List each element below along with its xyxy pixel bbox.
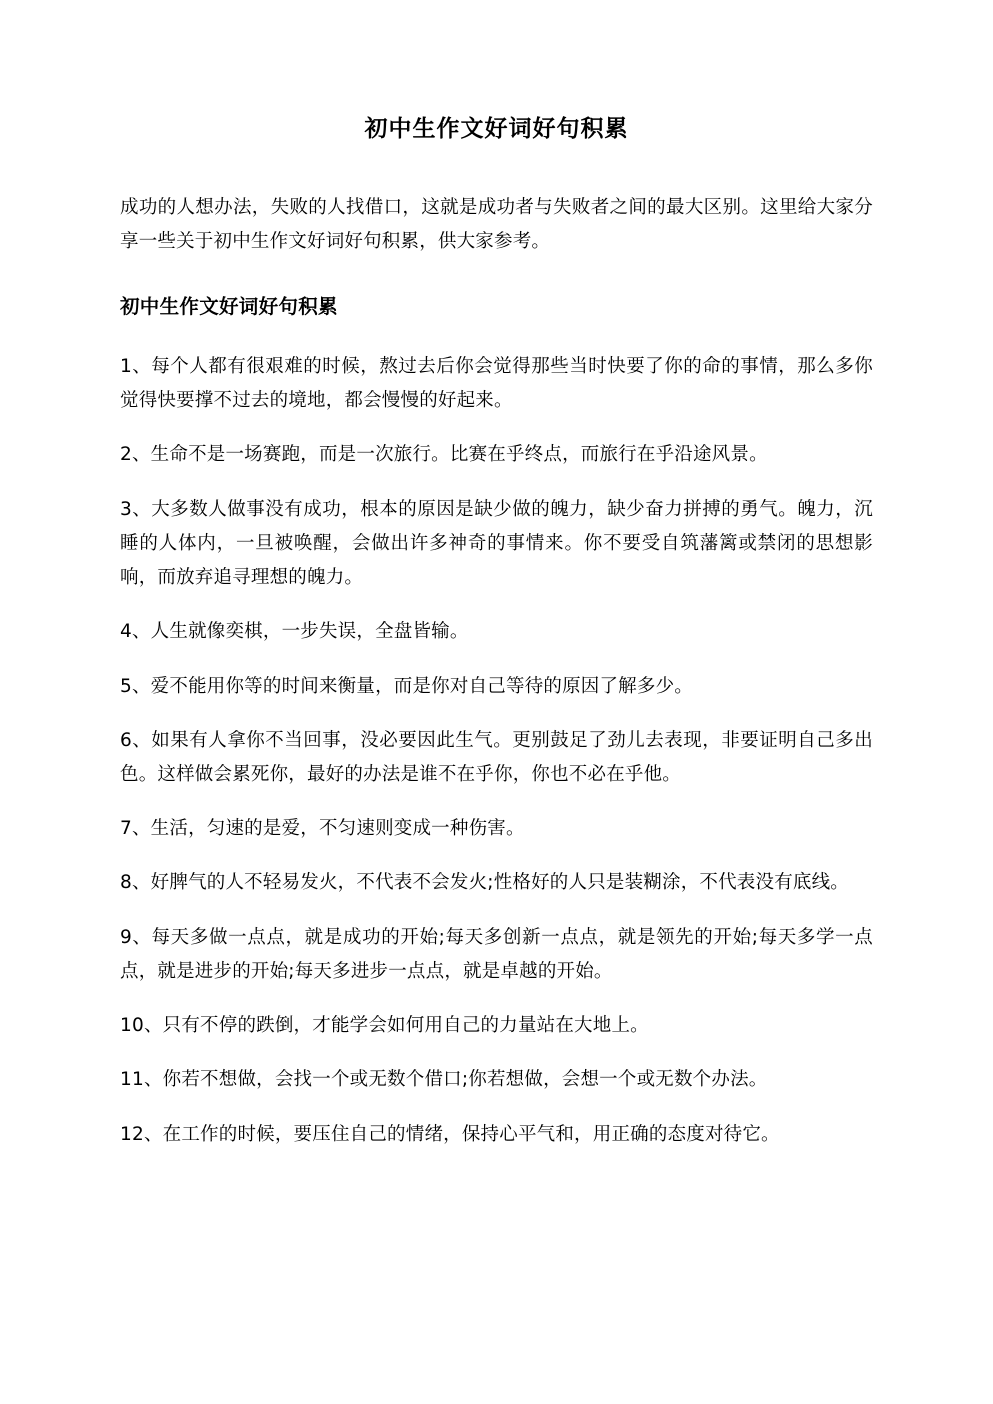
list-item: 12、在工作的时候，要压住自己的情绪，保持心平气和，用正确的态度对待它。 [120, 1123, 780, 1145]
list-item: 3、大多数人做事没有成功，根本的原因是缺少做的魄力，缺少奋力拼搏的勇气。魄力，沉睡的人体内，一旦被唤醒，会做出许多神奇的事情来。你不要受自筑藩篱或禁闭的思想影响，而放弃追寻理想的魄力。 [120, 498, 873, 589]
section-heading: 初中生作文好词好句积累 [120, 294, 338, 318]
list-item: 8、好脾气的人不轻易发火，不代表不会发火;性格好的人只是装糊涂，不代表没有底线。 [120, 872, 850, 894]
list-item: 7、生活，匀速的是爱，不匀速则变成一种伤害。 [120, 818, 525, 840]
list-item: 4、人生就像奕棋，一步失误，全盘皆输。 [120, 621, 469, 643]
intro-paragraph: 成功的人想办法，失败的人找借口，这就是成功者与失败者之间的最大区别。这里给大家分享一些关于初中生作文好词好句积累，供大家参考。 [120, 196, 873, 252]
list-item: 2、生命不是一场赛跑，而是一次旅行。比赛在乎终点，而旅行在乎沿途风景。 [120, 444, 768, 466]
page-title: 初中生作文好词好句积累 [364, 116, 629, 142]
list-item: 10、只有不停的跌倒，才能学会如何用自己的力量站在大地上。 [120, 1015, 649, 1037]
list-item: 6、如果有人拿你不当回事，没必要因此生气。更别鼓足了劲儿去表现，非要证明自己多出色。这样做会累死你，最好的办法是谁不在乎你，你也不必在乎他。 [120, 729, 873, 785]
list-item: 9、每天多做一点点，就是成功的开始;每天多创新一点点，就是领先的开始;每天多学一点点，就是进步的开始;每天多进步一点点，就是卓越的开始。 [120, 926, 873, 982]
list-item: 11、你若不想做，会找一个或无数个借口;你若想做，会想一个或无数个办法。 [120, 1069, 768, 1091]
list-item: 1、每个人都有很艰难的时候，熬过去后你会觉得那些当时快要了你的命的事情，那么多你觉得快要撑不过去的境地，都会慢慢的好起来。 [120, 356, 873, 412]
list-item: 5、爱不能用你等的时间来衡量，而是你对自己等待的原因了解多少。 [120, 675, 693, 697]
